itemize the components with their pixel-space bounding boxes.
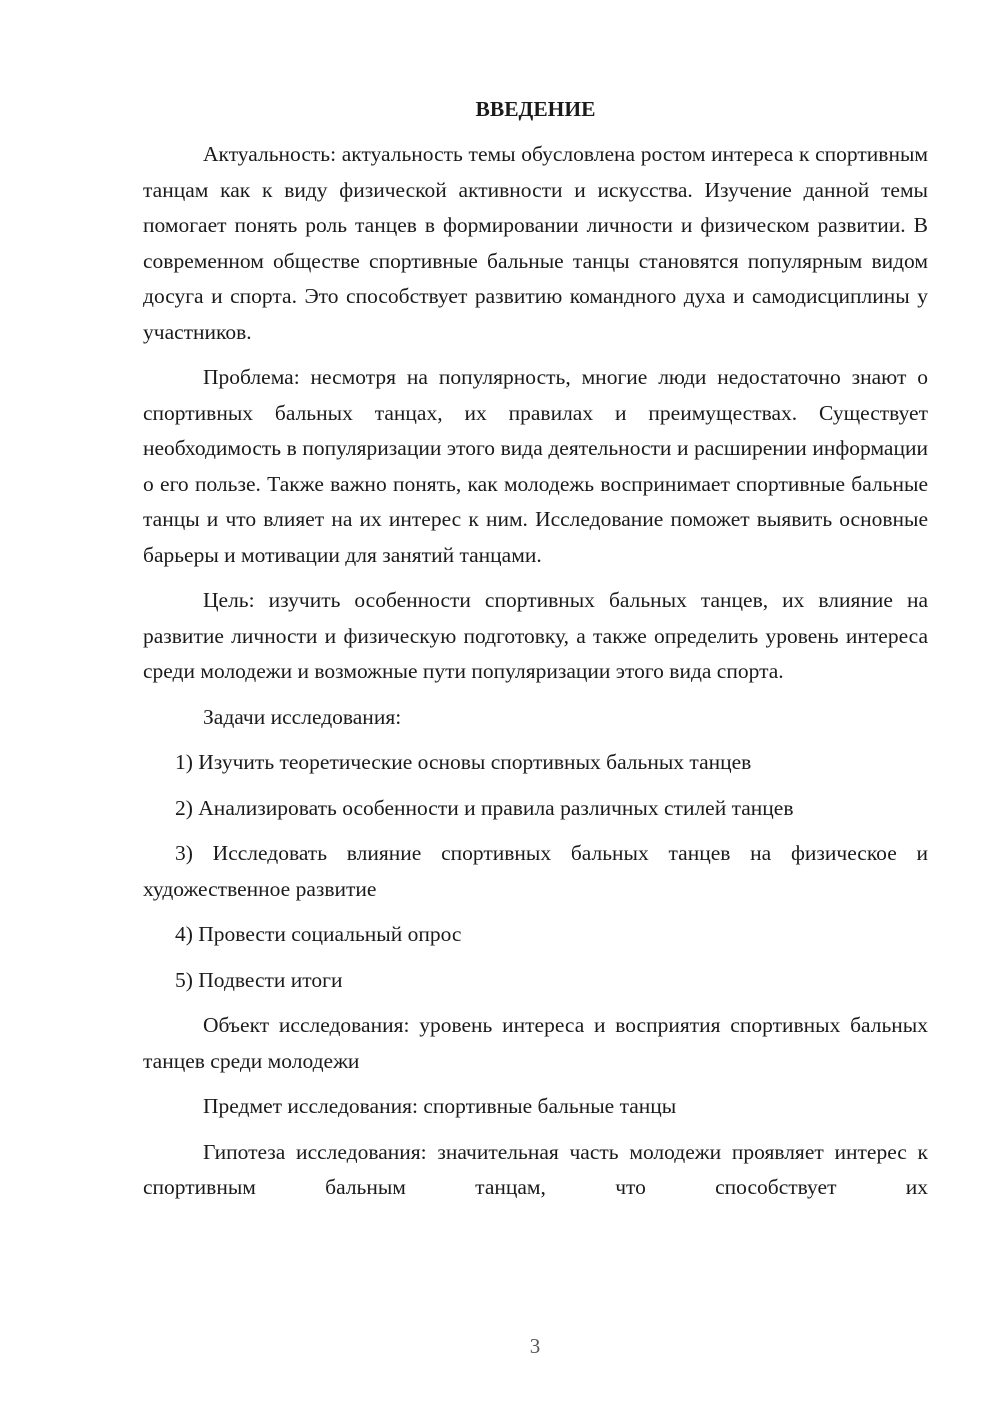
section-title: ВВЕДЕНИЕ — [475, 97, 596, 121]
relevance-paragraph: Актуальность: актуальность темы обусловлена ростом интереса к спортивным танцам как к виду физической активности и искусства. Изучение данной темы помогает понять роль танцев в формировании личности и физическом развитии. В современном обществе спортивные бальные танцы становятся популярным видом досуга и спорта. Это способствует развитию командного духа и самодисциплины у участников. — [143, 142, 928, 344]
task-item-4: 4) Провести социальный опрос — [175, 922, 462, 946]
tasks-heading: Задачи исследования: — [203, 704, 402, 729]
task-item-2: 2) Анализировать особенности и правила различных стилей танцев — [175, 795, 794, 820]
problem-paragraph: Проблема: несмотря на популярность, многие люди недостаточно знают о спортивных бальных танцах, их правилах и преимуществах. Существует необходимость в популяризации этого вида деятельности и расширении информации о его пользе. Также важно понять, как молодежь воспринимает спортивные бальные танцы и что влияет на их интерес к ним. Исследование поможет выявить основные барьеры и мотивации для занятий танцами. — [143, 365, 928, 567]
hypothesis-paragraph: Гипотеза исследования: значительная часть молодежи проявляет интерес к спортивным бальным танцам, что способствует их — [143, 1139, 928, 1199]
goal-paragraph: Цель: изучить особенности спортивных бальных танцев, их влияние на развитие личности и физическую подготовку, а также определить уровень интереса среди молодежи и возможные пути популяризации этого вида спорта. — [143, 588, 928, 683]
task-item-1: 1) Изучить теоретические основы спортивных бальных танцев — [175, 750, 752, 774]
task-item-3: 3) Исследовать влияние спортивных бальных танцев на физическое и художественное развитие — [143, 841, 928, 901]
task-item-5: 5) Подвести итоги — [175, 967, 343, 992]
object-paragraph: Объект исследования: уровень интереса и восприятия спортивных бальных танцев среди молодежи — [143, 1013, 928, 1073]
document-page — [143, 92, 928, 1216]
subject-paragraph: Предмет исследования: спортивные бальные танцы — [203, 1094, 677, 1118]
page-number: 3 — [529, 1334, 541, 1358]
